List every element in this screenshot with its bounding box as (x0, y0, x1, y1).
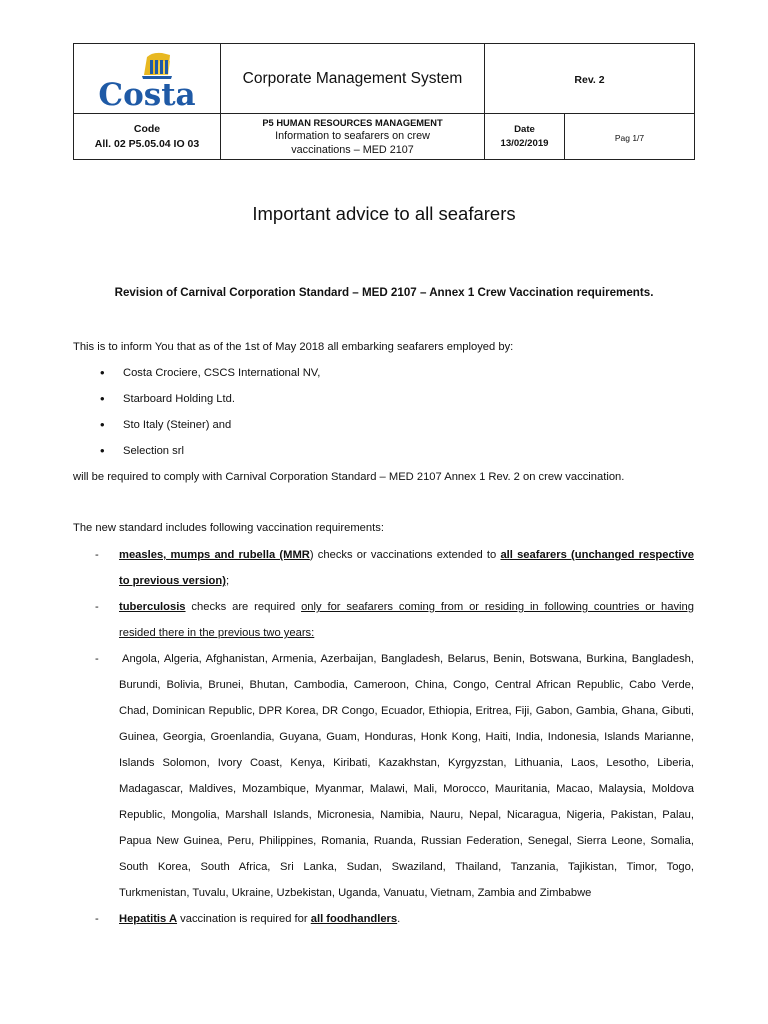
costa-logo (92, 49, 202, 109)
country-line: Burundi, Bolivia, Brunei, Bhutan, Cambodia, Cameroon, China, Congo, Central African Republic, Cabo Verde, (119, 679, 694, 691)
logo-wordmark: Costa (98, 76, 196, 109)
country-line: Angola, Algeria, Afghanistan, Armenia, Azerbaijan, Bangladesh, Belarus, Benin, Botswana, Burkina, Bangladesh, (122, 653, 694, 665)
tb-condition-cont: resided there in the previous two years: (119, 627, 315, 639)
hepa-end: . (397, 913, 401, 925)
document-title-line1: Information to seafarers on crew (275, 129, 430, 142)
dash-marker: - (95, 549, 99, 561)
comply-paragraph: will be required to comply with Carnival Corporation Standard – MED 2107 Annex 1 Rev. 2 on crew vaccination. (73, 471, 625, 483)
mmr-scope: all seafarers (unchanged respective (500, 549, 694, 561)
hepa-text: vaccination is required for (177, 913, 311, 925)
date-value: 13/02/2019 (500, 137, 549, 149)
bullet-icon: • (100, 443, 105, 458)
standard-intro: The new standard includes following vaccination requirements: (73, 522, 384, 534)
hepa-term: Hepatitis A (119, 913, 178, 925)
company-item: Selection srl (123, 445, 184, 457)
process-name: P5 HUMAN RESOURCES MANAGEMENT (262, 117, 443, 128)
document-title-line2: vaccinations – MED 2107 (291, 143, 414, 156)
page-cell (565, 114, 695, 160)
country-line-last: Turkmenistan, Tuvalu, Ukraine, Uzbekistan, Uganda, Vanuatu, Vietnam, Zambia and Zimbabwe (119, 887, 592, 899)
country-line: Republic, Mongolia, Marshall Islands, Micronesia, Namibia, Nauru, Nepal, Nicaragua, Nigeria, Pakistan, Palau, (119, 809, 694, 821)
requirement-hepa-line (119, 913, 400, 925)
dash-marker: - (95, 913, 99, 925)
company-item: Costa Crociere, CSCS International NV, (123, 367, 321, 379)
mmr-text: ) checks or vaccinations extended to (309, 549, 501, 561)
hepa-scope: all foodhandlers (310, 913, 398, 925)
requirement-tb-line1 (119, 601, 694, 613)
company-item: Starboard Holding Ltd. (123, 393, 235, 405)
page-number: Pag 1/7 (614, 132, 645, 143)
country-line: South Korea, South Africa, Sri Lanka, Sudan, Swaziland, Thailand, Tanzania, Tajikistan, Timor, Togo, (119, 861, 694, 873)
document-info-cell (221, 114, 485, 160)
code-cell (74, 114, 221, 160)
dash-marker: - (95, 653, 99, 665)
requirement-tb-line2 (119, 627, 314, 639)
company-item: Sto Italy (Steiner) and (123, 419, 232, 431)
code-label: Code (133, 122, 161, 135)
country-line: Islands Solomon, Ivory Coast, Kenya, Kiribati, Kazakhstan, Kyrgyzstan, Lithuania, Laos, Lesotho, Liberia, (119, 757, 694, 769)
main-title: Important advice to all seafarers (252, 203, 516, 224)
document-header-table (73, 43, 695, 160)
country-line: Guinea, Georgia, Groenlandia, Guyana, Guam, Honduras, Honk Kong, Haiti, India, Indonesia, Islands Marianne, (119, 731, 694, 743)
dash-marker: - (95, 601, 99, 613)
country-line: Madagascar, Maldives, Mozambique, Myanmar, Malawi, Mali, Morocco, Mauritania, Macao, Malaysia, Moldova (119, 783, 694, 795)
system-title-cell (221, 44, 485, 114)
tb-condition: only for seafarers coming from or residing in following countries or having (301, 601, 694, 613)
country-line: Chad, Dominican Republic, DPR Korea, DR Congo, Ecuador, Ethiopia, Eritrea, Fiji, Gabon, Gambia, Ghana, Gibuti, (119, 705, 694, 717)
requirement-mmr-line2 (119, 575, 229, 587)
mmr-scope-cont: to previous version) (119, 575, 226, 587)
bullet-icon: • (100, 391, 105, 406)
bullet-icon: • (100, 365, 105, 380)
code-value: All. 02 P5.05.04 IO 03 (94, 137, 200, 150)
system-title: Corporate Management System (242, 69, 463, 87)
mmr-end: ; (225, 575, 230, 587)
bullet-icon: • (100, 417, 105, 432)
tb-text: checks are required (185, 601, 302, 613)
country-line: Papua New Guinea, Peru, Philippines, Romania, Ruanda, Russian Federation, Senegal, Sierra Leone, Somalia, (119, 835, 694, 847)
intro-paragraph: This is to inform You that as of the 1st of May 2018 all embarking seafarers employed by: (73, 341, 514, 353)
mmr-term: measles, mumps and rubella (MMR (119, 549, 310, 561)
subtitle: Revision of Carnival Corporation Standard – MED 2107 – Annex 1 Crew Vaccination requirements. (114, 286, 654, 299)
tb-term: tuberculosis (119, 601, 186, 613)
date-cell (485, 114, 565, 160)
date-label: Date (514, 123, 535, 135)
costa-funnel-icon (142, 52, 172, 78)
revision-cell (485, 44, 695, 114)
logo-cell (74, 44, 221, 114)
revision-label: Rev. 2 (574, 73, 605, 86)
requirement-mmr-line1 (119, 549, 694, 561)
